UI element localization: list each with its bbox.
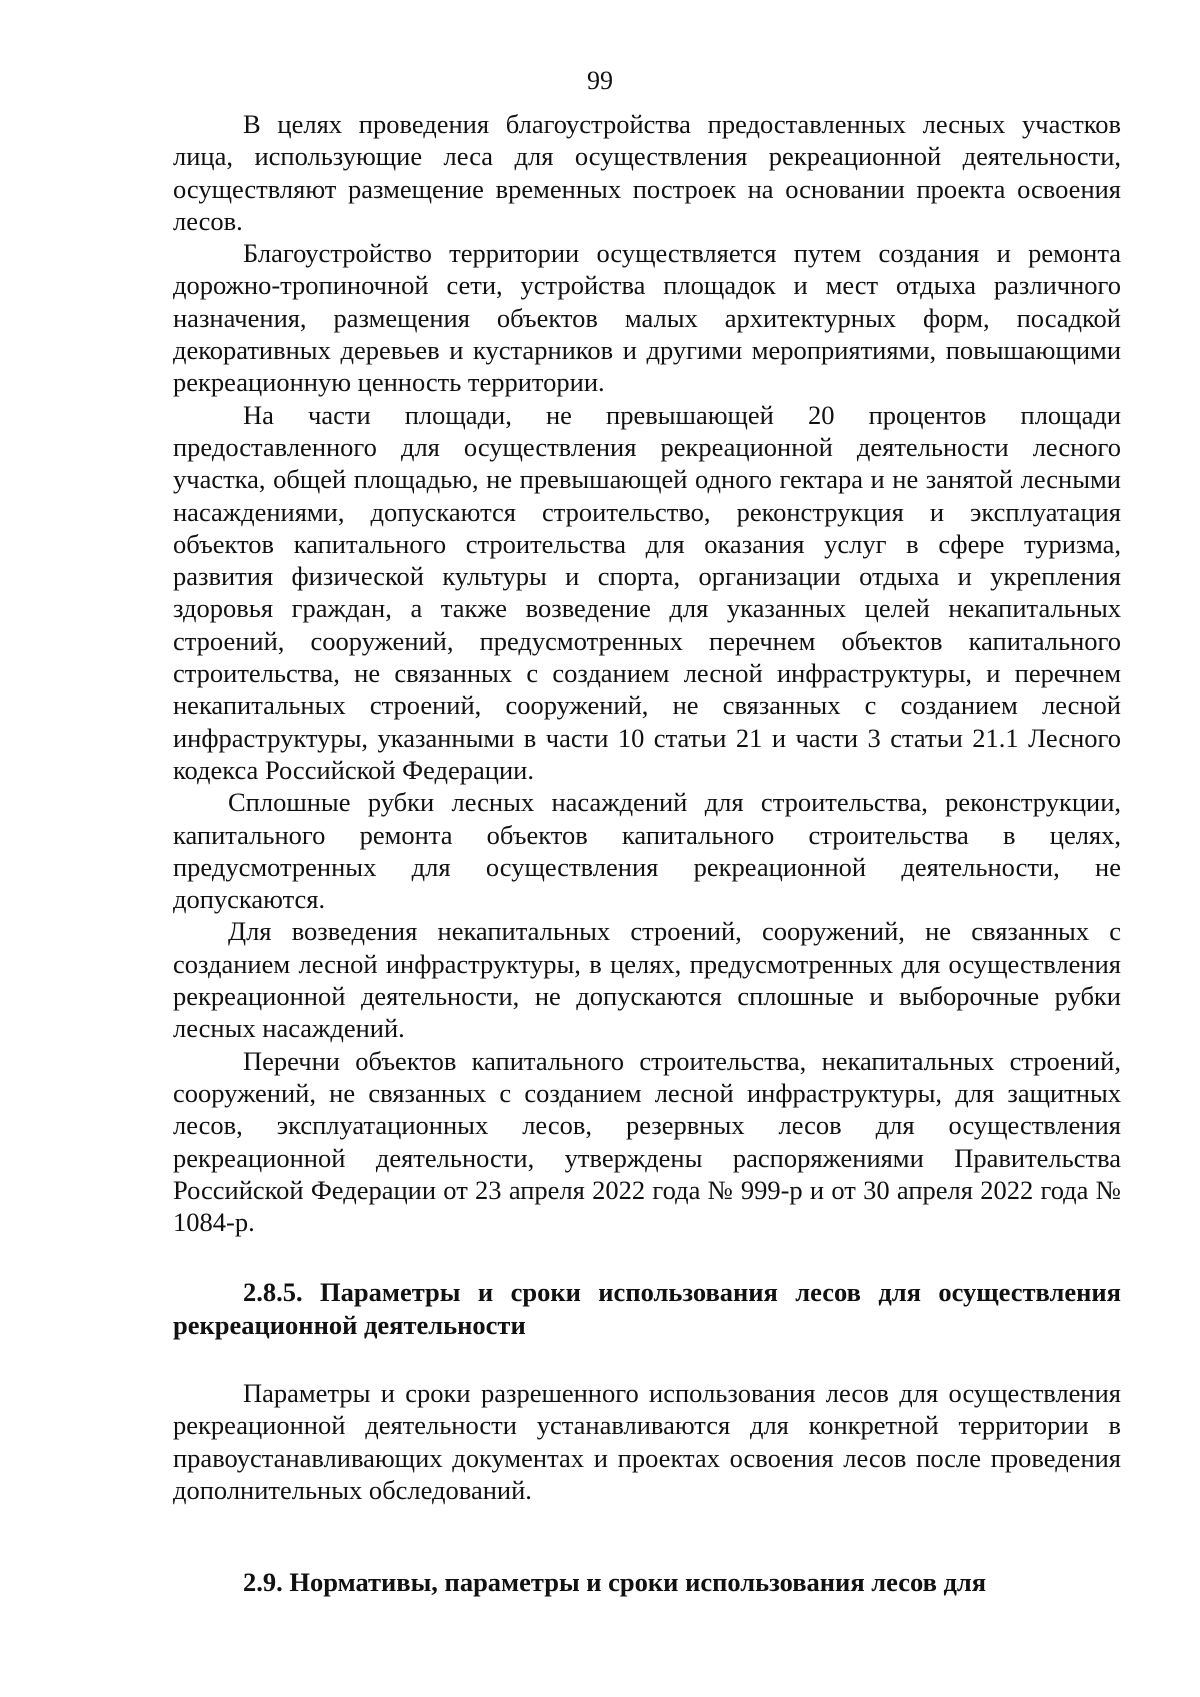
paragraph-2: Благоустройство территории осуществляется путем создания и ремонта дорожно-тропиночной сети, устройства площадок и мест отдыха различного назначения, размещения объектов малых архитектурных форм, посадкой декоративных деревьев и кустарников и другими мероприятиями, повышающими рекреационную ценность территории.	[173, 238, 1121, 398]
paragraph-4: Сплошные рубки лесных насаждений для строительства, реконструкции, капитального ремонта объектов капитального строительства в целях, предусмотренных для осуществления рекреационной деятельности, не допускаются.	[173, 787, 1121, 915]
paragraph-5: Для возведения некапитальных строений, сооружений, не связанных с созданием лесной инфраструктуры, в целях, предусмотренных для осуществления рекреационной деятельности, не допускаются сплошные и выборочные рубки лесных насаждений.	[173, 916, 1121, 1044]
section-2-8-5-text: Параметры и сроки разрешенного использования лесов для осуществления рекреационной деятельности устанавливаются для конкретной территории в правоустанавливающих документах и проектах освоения лесов после проведения дополнительных обследований.	[173, 1377, 1121, 1505]
paragraph-6: Перечни объектов капитального строительства, некапитальных строений, сооружений, не связанных с созданием лесной инфраструктуры, для защитных лесов, эксплуатационных лесов, резервных лесов для осуществления рекреационной деятельности, утверждены распоряжениями Правительства Российской Федерации от 23 апреля 2022 года № 999-р и от 30 апреля 2022 года № 1084-р.	[173, 1045, 1121, 1238]
section-heading-2-8-5: 2.8.5. Параметры и сроки использования лесов для осуществления рекреационной деятельности	[173, 1277, 1121, 1340]
section-heading-2-9: 2.9. Нормативы, параметры и сроки использования лесов для	[243, 1567, 987, 1598]
paragraph-1: В целях проведения благоустройства предоставленных лесных участков лица, использующие леса для осуществления рекреационной деятельности, осуществляют размещение временных построек на основании проекта освоения лесов.	[173, 109, 1121, 236]
page-content	[173, 108, 1121, 1598]
paragraph-3: На части площади, не превышающей 20 процентов площади предоставленного для осуществления рекреационной деятельности лесного участка, общей площадью, не превышающей одного гектара и не занятой лесными насаждениями, допускаются строительство, реконструкция и эксплуатация объектов капитального строительства для оказания услуг в сфере туризма, развития физической культуры и спорта, организации отдыха и укрепления здоровья граждан, а также возведение для указанных целей некапитальных строений, сооружений, предусмотренных перечнем объектов капитального строительства, не связанных с созданием лесной инфраструктуры, и перечнем некапитальных строений, сооружений, не связанных с созданием лесной инфраструктуры, указанными в части 10 статьи 21 и части 3 статьи 21.1 Лесного кодекса Российской Федерации.	[173, 399, 1121, 785]
page-number: 99	[587, 66, 613, 95]
